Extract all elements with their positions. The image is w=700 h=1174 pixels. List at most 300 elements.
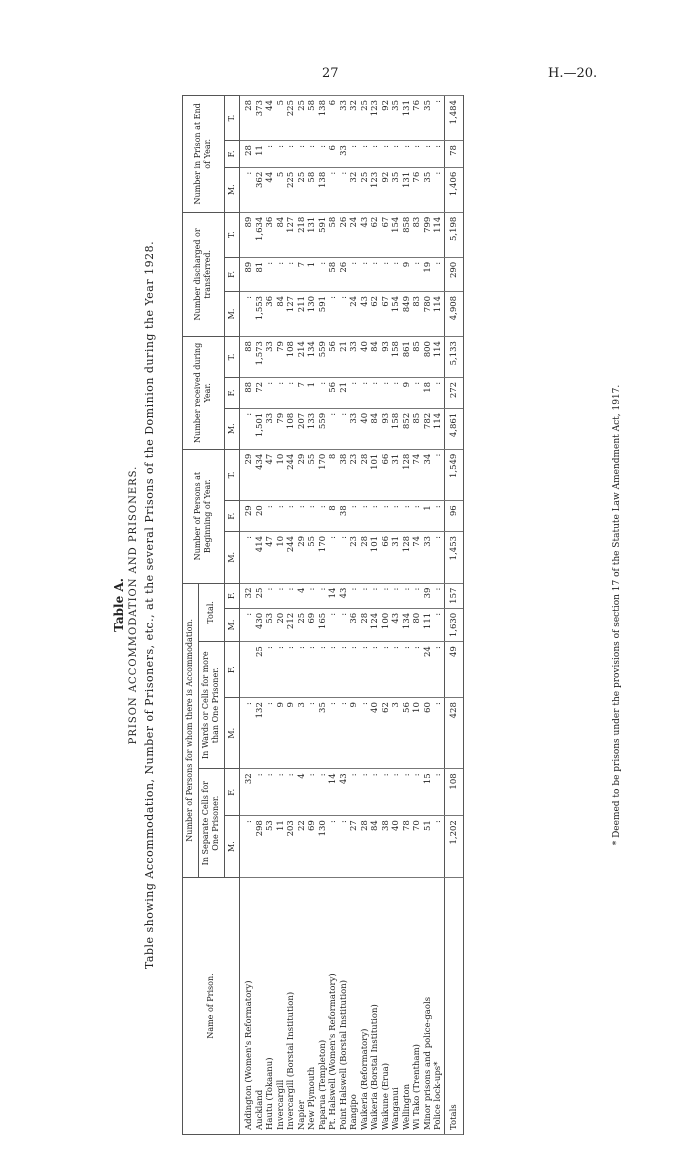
table-row xyxy=(265,96,276,1135)
table-cell: 32 xyxy=(349,167,360,212)
prison-name: Rangipo xyxy=(349,878,360,1135)
table-row xyxy=(240,96,255,1135)
table-cell: 134 xyxy=(402,608,413,641)
table-cell: 1,453 xyxy=(444,531,464,583)
table-cell: : xyxy=(297,141,308,168)
table-cell: 85 xyxy=(412,408,423,449)
table-cell: : xyxy=(381,501,392,532)
table-cell: 83 xyxy=(412,291,423,336)
sex-header-f: F. xyxy=(224,769,240,816)
table-cell: 9 xyxy=(402,257,413,291)
table-cell: : xyxy=(433,501,444,532)
sex-header-f: F. xyxy=(224,583,240,608)
prison-table xyxy=(182,95,464,1135)
table-cell: : xyxy=(381,257,392,291)
table-cell: : xyxy=(370,377,381,408)
table-cell: 29 xyxy=(297,449,308,501)
header-discharged: Number discharged or transferred. xyxy=(183,212,225,336)
table-cell: 9 xyxy=(402,377,413,408)
table-cell: 72 xyxy=(255,377,266,408)
table-cell: 132 xyxy=(255,698,266,769)
table-cell: 123 xyxy=(370,96,381,141)
table-cell: : xyxy=(402,583,413,608)
table-cell: : xyxy=(276,141,287,168)
table-cell: : xyxy=(286,501,297,532)
table-cell: : xyxy=(328,816,339,878)
table-cell: : xyxy=(391,257,402,291)
table-cell: : xyxy=(276,501,287,532)
table-cell: 56 xyxy=(328,377,339,408)
table-cell: 9 xyxy=(286,698,297,769)
table-cell: 24 xyxy=(349,212,360,257)
table-cell: 157 xyxy=(444,583,464,608)
table-cell: 88 xyxy=(240,377,255,408)
table-cell: 67 xyxy=(381,291,392,336)
prison-name: Addington (Women's Reformatory) xyxy=(240,878,255,1135)
table-cell: : xyxy=(286,642,297,698)
table-cell: 51 xyxy=(423,816,434,878)
table-cell: 23 xyxy=(349,531,360,583)
table-cell: : xyxy=(276,257,287,291)
table-cell: : xyxy=(318,583,329,608)
table-cell: 44 xyxy=(265,96,276,141)
table-cell: : xyxy=(433,377,444,408)
table-cell: 114 xyxy=(433,337,444,378)
table-cell: 434 xyxy=(255,449,266,501)
table-cell: 43 xyxy=(391,608,402,641)
table-cell: 108 xyxy=(444,769,464,816)
table-cell: : xyxy=(349,583,360,608)
table-cell: 111 xyxy=(423,608,434,641)
sex-header-m: M. xyxy=(224,608,240,641)
table-cell: 25 xyxy=(255,642,266,698)
table-cell: 78 xyxy=(402,816,413,878)
table-cell: 225 xyxy=(286,96,297,141)
table-row xyxy=(349,96,360,1135)
table-cell: 55 xyxy=(307,531,318,583)
table-cell: 84 xyxy=(370,816,381,878)
table-cell: 9 xyxy=(349,698,360,769)
table-cell: 29 xyxy=(240,449,255,501)
table-cell: : xyxy=(276,642,287,698)
table-cell: 25 xyxy=(297,167,308,212)
table-cell: : xyxy=(328,408,339,449)
table-cell: 26 xyxy=(339,212,350,257)
table-cell: 7 xyxy=(297,257,308,291)
table-cell: 28 xyxy=(360,531,371,583)
table-cell: 1 xyxy=(307,257,318,291)
sex-header-t: T. xyxy=(224,212,240,257)
sex-header-t: T. xyxy=(224,337,240,378)
table-cell: 130 xyxy=(307,291,318,336)
table-cell: : xyxy=(339,608,350,641)
table-cell: : xyxy=(433,698,444,769)
table-cell: 62 xyxy=(370,212,381,257)
table-cell: 244 xyxy=(286,449,297,501)
table-cell: 128 xyxy=(402,531,413,583)
table-cell: 66 xyxy=(381,531,392,583)
table-cell: 33 xyxy=(423,531,434,583)
table-cell: 9 xyxy=(276,698,287,769)
table-cell: 60 xyxy=(423,698,434,769)
table-cell: : xyxy=(318,769,329,816)
table-cell: 861 xyxy=(402,337,413,378)
table-cell: 26 xyxy=(339,257,350,291)
table-cell: 80 xyxy=(412,608,423,641)
table-cell: : xyxy=(240,167,255,212)
table-cell: : xyxy=(360,501,371,532)
table-cell: 1,406 xyxy=(444,167,464,212)
table-cell: 74 xyxy=(412,531,423,583)
table-cell: 96 xyxy=(444,501,464,532)
table-cell: 38 xyxy=(381,816,392,878)
table-cell: : xyxy=(318,377,329,408)
table-cell: 79 xyxy=(276,408,287,449)
table-cell: 58 xyxy=(307,167,318,212)
table-cell: : xyxy=(360,698,371,769)
table-cell: : xyxy=(412,257,423,291)
table-cell: 430 xyxy=(255,608,266,641)
header-received: Number received during Year. xyxy=(183,337,225,450)
table-cell: : xyxy=(265,141,276,168)
table-row xyxy=(402,96,413,1135)
table-cell: : xyxy=(360,257,371,291)
table-cell: 21 xyxy=(339,377,350,408)
table-cell: : xyxy=(328,167,339,212)
table-cell: : xyxy=(328,608,339,641)
table-cell: : xyxy=(391,377,402,408)
table-cell: : xyxy=(423,141,434,168)
table-cell: 8 xyxy=(328,449,339,501)
table-cell: 108 xyxy=(286,337,297,378)
table-cell: 25 xyxy=(255,583,266,608)
table-cell: 203 xyxy=(286,816,297,878)
table-cell: 154 xyxy=(391,291,402,336)
table-cell: : xyxy=(370,501,381,532)
prison-name: Wellington xyxy=(402,878,413,1135)
table-cell: 28 xyxy=(360,449,371,501)
table-row xyxy=(412,96,423,1135)
table-cell: 1,202 xyxy=(444,816,464,878)
table-cell: : xyxy=(240,408,255,449)
sex-header-m: M. xyxy=(224,816,240,878)
table-cell: 559 xyxy=(318,337,329,378)
prison-name: Wi Tako (Trentham) xyxy=(412,878,423,1135)
table-cell: 78 xyxy=(444,141,464,168)
table-cell: : xyxy=(433,608,444,641)
table-cell: 170 xyxy=(318,531,329,583)
prison-name: Hautu (Tokaanu) xyxy=(265,878,276,1135)
table-cell: 25 xyxy=(360,167,371,212)
table-cell: : xyxy=(286,257,297,291)
table-label: Table A. xyxy=(112,578,126,632)
table-row xyxy=(360,96,371,1135)
table-cell: 1 xyxy=(423,501,434,532)
table-cell: 35 xyxy=(391,167,402,212)
table-cell: : xyxy=(265,769,276,816)
table-cell: : xyxy=(240,698,255,769)
table-cell: 114 xyxy=(433,408,444,449)
table-cell: 74 xyxy=(412,449,423,501)
table-row xyxy=(297,96,308,1135)
table-cell: : xyxy=(433,583,444,608)
table-cell: 133 xyxy=(307,408,318,449)
table-cell: 11 xyxy=(255,141,266,168)
totals-row xyxy=(444,96,464,1135)
footnote: * Deemed to be prisons under the provisions of section 17 of the Statute Law Amendment Act, 1917. xyxy=(612,384,622,846)
table-cell: 130 xyxy=(318,816,329,878)
table-cell: 24 xyxy=(349,291,360,336)
table-cell: 101 xyxy=(370,531,381,583)
table-cell: 40 xyxy=(360,337,371,378)
table-cell: : xyxy=(391,501,402,532)
table-cell: 56 xyxy=(328,337,339,378)
table-cell: : xyxy=(265,698,276,769)
table-cell: : xyxy=(433,257,444,291)
table-cell: : xyxy=(286,141,297,168)
table-cell: 4 xyxy=(297,583,308,608)
table-cell: 70 xyxy=(412,816,423,878)
table-cell: 22 xyxy=(297,816,308,878)
table-cell: 100 xyxy=(381,608,392,641)
table-cell: 69 xyxy=(307,608,318,641)
table-cell: 1 xyxy=(307,377,318,408)
table-cell: 35 xyxy=(423,167,434,212)
table-cell: 131 xyxy=(307,212,318,257)
table-cell: 49 xyxy=(444,642,464,698)
table-cell: : xyxy=(307,769,318,816)
table-cell: 3 xyxy=(297,698,308,769)
table-cell: 92 xyxy=(381,167,392,212)
table-cell: : xyxy=(240,816,255,878)
table-cell: 36 xyxy=(265,291,276,336)
header-end-of-year: Number in Prison at End of Year. xyxy=(183,96,225,213)
table-cell: 218 xyxy=(297,212,308,257)
table-row xyxy=(433,96,444,1135)
prison-name: Police lock-ups* xyxy=(433,878,444,1135)
table-cell: 25 xyxy=(360,96,371,141)
table-cell: 58 xyxy=(328,257,339,291)
table-cell: 43 xyxy=(339,769,350,816)
table-cell: : xyxy=(328,531,339,583)
header-accommodation: Number of Persons for whom there is Accommodation. xyxy=(183,583,199,877)
header-separate-cells: In Separate Cells for One Prisoner. xyxy=(198,769,224,878)
table-cell: 28 xyxy=(360,816,371,878)
table-cell: 5,133 xyxy=(444,337,464,378)
table-cell: 31 xyxy=(391,531,402,583)
prison-name: Waikune (Erua) xyxy=(381,878,392,1135)
table-cell: : xyxy=(318,141,329,168)
table-cell: 93 xyxy=(381,337,392,378)
table-cell: 85 xyxy=(412,337,423,378)
table-cell: 6 xyxy=(328,96,339,141)
table-row xyxy=(276,96,287,1135)
table-cell: 55 xyxy=(307,449,318,501)
table-cell: : xyxy=(349,377,360,408)
sex-header-f: F. xyxy=(224,642,240,698)
table-cell: 53 xyxy=(265,816,276,878)
table-cell: 127 xyxy=(286,291,297,336)
table-subtitle: PRISON ACCOMMODATION AND PRISONERS. xyxy=(128,465,139,745)
table-cell: : xyxy=(265,257,276,291)
table-cell: : xyxy=(307,501,318,532)
table-cell: 14 xyxy=(328,583,339,608)
table-cell: 33 xyxy=(349,408,360,449)
table-cell: 158 xyxy=(391,408,402,449)
table-cell: 58 xyxy=(328,212,339,257)
table-cell: : xyxy=(240,291,255,336)
table-cell: : xyxy=(370,769,381,816)
table-cell: : xyxy=(433,642,444,698)
table-cell: 40 xyxy=(391,816,402,878)
table-cell: 92 xyxy=(381,96,392,141)
prison-name: Point Halswell (Borstal Institution) xyxy=(339,878,350,1135)
table-row xyxy=(286,96,297,1135)
table-cell: 212 xyxy=(286,608,297,641)
table-cell: 33 xyxy=(339,141,350,168)
table-cell: 165 xyxy=(318,608,329,641)
sex-header-m: M. xyxy=(224,408,240,449)
table-row xyxy=(370,96,381,1135)
table-cell: 124 xyxy=(370,608,381,641)
prison-name: Wanganui xyxy=(391,878,402,1135)
table-cell: 214 xyxy=(297,337,308,378)
table-cell: 108 xyxy=(286,408,297,449)
table-cell: 10 xyxy=(412,698,423,769)
table-cell: : xyxy=(328,642,339,698)
table-cell: : xyxy=(307,642,318,698)
table-cell: 5,198 xyxy=(444,212,464,257)
table-cell: : xyxy=(265,501,276,532)
table-cell: 1,484 xyxy=(444,96,464,141)
table-cell: 27 xyxy=(349,816,360,878)
table-cell: 38 xyxy=(339,501,350,532)
table-cell: 35 xyxy=(391,96,402,141)
table-cell: 131 xyxy=(402,96,413,141)
table-cell: 10 xyxy=(276,449,287,501)
header-total: Total. xyxy=(198,583,224,642)
table-cell: : xyxy=(381,141,392,168)
table-cell: 114 xyxy=(433,212,444,257)
table-cell: 79 xyxy=(276,337,287,378)
table-cell: 84 xyxy=(370,337,381,378)
table-cell: 207 xyxy=(297,408,308,449)
document-reference: H.—20. xyxy=(548,66,598,81)
table-row xyxy=(255,96,266,1135)
table-cell: : xyxy=(349,257,360,291)
table-row xyxy=(318,96,329,1135)
table-cell: : xyxy=(360,377,371,408)
table-cell: 15 xyxy=(423,769,434,816)
table-cell: 76 xyxy=(412,167,423,212)
table-cell: : xyxy=(370,141,381,168)
prison-name: Auckland xyxy=(255,878,266,1135)
table-cell: 81 xyxy=(255,257,266,291)
table-cell: 88 xyxy=(240,337,255,378)
table-row xyxy=(339,96,350,1135)
table-cell: : xyxy=(349,141,360,168)
table-cell: 33 xyxy=(265,337,276,378)
table-cell: 1,634 xyxy=(255,212,266,257)
table-cell: 20 xyxy=(276,608,287,641)
table-cell: 414 xyxy=(255,531,266,583)
table-cell: 225 xyxy=(286,167,297,212)
sex-header-f: F. xyxy=(224,257,240,291)
table-cell: 84 xyxy=(276,291,287,336)
table-cell: 3 xyxy=(391,698,402,769)
table-cell: 8 xyxy=(328,501,339,532)
table-cell: : xyxy=(381,769,392,816)
sex-header-f: F. xyxy=(224,141,240,168)
sex-header-f: F. xyxy=(224,377,240,408)
table-cell: : xyxy=(433,167,444,212)
table-cell: 53 xyxy=(265,608,276,641)
table-cell: 1,549 xyxy=(444,449,464,501)
table-cell: : xyxy=(412,377,423,408)
table-cell: 36 xyxy=(349,608,360,641)
table-cell: : xyxy=(412,141,423,168)
table-cell: 800 xyxy=(423,337,434,378)
table-cell: 69 xyxy=(307,816,318,878)
prison-name: Invercargill (Borstal Institution) xyxy=(286,878,297,1135)
table-cell: 138 xyxy=(318,167,329,212)
table-cell: 852 xyxy=(402,408,413,449)
table-cell: : xyxy=(297,501,308,532)
table-cell: : xyxy=(286,583,297,608)
table-cell: 780 xyxy=(423,291,434,336)
table-cell: 7 xyxy=(297,377,308,408)
table-cell: 89 xyxy=(240,212,255,257)
table-cell: 32 xyxy=(349,96,360,141)
table-row xyxy=(391,96,402,1135)
table-cell: : xyxy=(339,408,350,449)
table-cell xyxy=(240,642,255,698)
table-cell: 32 xyxy=(240,769,255,816)
table-cell: 1,553 xyxy=(255,291,266,336)
table-cell: 35 xyxy=(423,96,434,141)
table-cell: 14 xyxy=(328,769,339,816)
table-cell: 44 xyxy=(265,167,276,212)
table-cell: 31 xyxy=(391,449,402,501)
table-cell: : xyxy=(339,642,350,698)
table-cell: : xyxy=(391,769,402,816)
table-cell: 10 xyxy=(276,531,287,583)
table-cell: : xyxy=(339,816,350,878)
prison-name: Waikeria (Borstal Institution) xyxy=(370,878,381,1135)
table-cell: : xyxy=(433,141,444,168)
table-cell: 23 xyxy=(349,449,360,501)
table-cell: 89 xyxy=(240,257,255,291)
table-cell: : xyxy=(370,583,381,608)
table-cell: 1,573 xyxy=(255,337,266,378)
table-cell: 244 xyxy=(286,531,297,583)
table-cell: 18 xyxy=(423,377,434,408)
table-cell: 32 xyxy=(240,583,255,608)
table-cell: : xyxy=(307,698,318,769)
table-cell: : xyxy=(240,531,255,583)
table-cell: 36 xyxy=(265,212,276,257)
table-cell: 83 xyxy=(412,212,423,257)
table-cell: : xyxy=(286,769,297,816)
prison-name: New Plymouth xyxy=(307,878,318,1135)
table-cell: 4,861 xyxy=(444,408,464,449)
table-cell: 211 xyxy=(297,291,308,336)
table-cell: : xyxy=(360,583,371,608)
sex-header-t: T. xyxy=(224,449,240,501)
table-cell: 62 xyxy=(381,698,392,769)
table-cell: : xyxy=(318,642,329,698)
table-title: Table showing Accommodation, Number of Prisoners, etc., at the several Prisons of the Dominion during the Year 1928. xyxy=(143,240,156,970)
